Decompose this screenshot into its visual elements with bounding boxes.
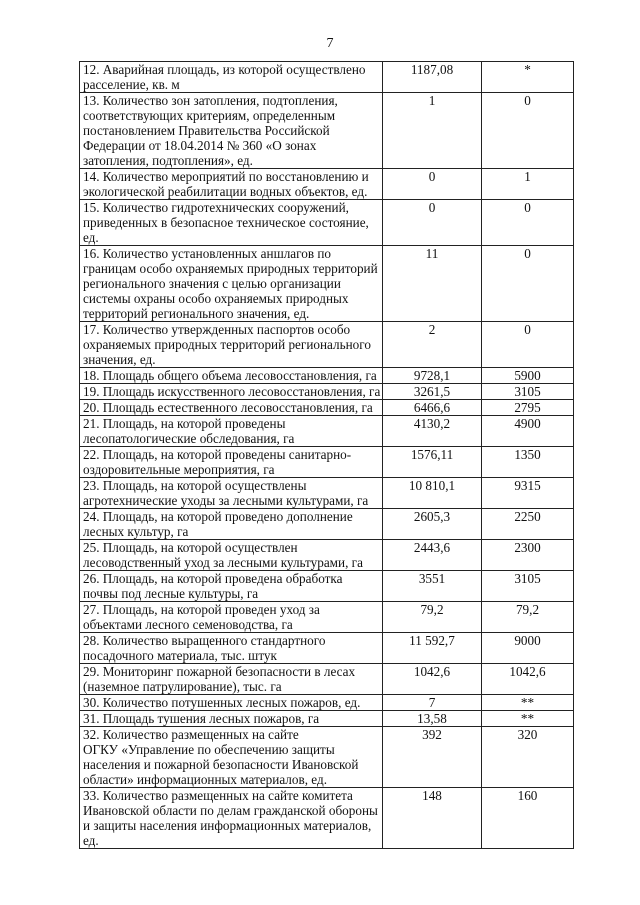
indicator-name-cell [80,93,383,169]
indicator-name-line: территорий регионального значения, ед. [83,306,310,321]
indicator-name-line: 29. Мониторинг пожарной безопасности в лесах [83,664,356,679]
indicator-name-cell [80,478,383,509]
table-row [80,93,574,169]
value-cell-first: 11 592,7 [383,633,482,664]
value-cell-first: 1187,08 [383,62,482,93]
indicator-name-line: Федерации от 18.04.2014 № 360 «О зонах [83,138,317,153]
indicator-name-line: 15. Количество гидротехнических сооружений, [83,200,349,215]
value-cell-second: * [482,62,574,93]
indicator-name-cell [80,169,383,200]
indicator-name-line: ед. [83,230,99,245]
indicator-name-line: 27. Площадь, на которой проведен уход за [83,602,320,617]
table-row [80,62,574,93]
indicator-name-line: 12. Аварийная площадь, из которой осуществлено [83,62,366,77]
indicator-name-line: охраняемых природных территорий регионального [83,337,371,352]
value-cell-first: 7 [383,695,482,711]
indicator-name-line: 20. Площадь естественного лесовосстановления, га [83,400,373,415]
value-cell-second: 0 [482,246,574,322]
indicator-name-line: системы охраны особо охраняемых природных [83,291,349,306]
value-cell-first: 148 [383,788,482,849]
indicator-name-line: 32. Количество размещенных на сайте [83,727,299,742]
indicator-name-line: расселение, кв. м [83,77,180,92]
table-row [80,416,574,447]
indicator-name-line: 23. Площадь, на которой осуществлены [83,478,307,493]
value-cell-second: 1350 [482,447,574,478]
table-row [80,602,574,633]
indicator-name-line: экологической реабилитации водных объектов, ед. [83,184,368,199]
value-cell-first: 1576,11 [383,447,482,478]
indicator-name-cell [80,788,383,849]
indicator-name-line: почвы под лесные культуры, га [83,586,259,601]
indicator-name-line: регионального значения с целью организации [83,276,341,291]
indicator-name-cell [80,727,383,788]
value-cell-second: 1042,6 [482,664,574,695]
indicator-name-line: 28. Количество выращенного стандартного [83,633,326,648]
value-cell-second: 0 [482,93,574,169]
value-cell-first: 0 [383,169,482,200]
table-row [80,384,574,400]
value-cell-second: 4900 [482,416,574,447]
indicator-name-line: 26. Площадь, на которой проведена обработка [83,571,343,586]
indicator-name-cell [80,509,383,540]
value-cell-second: 5900 [482,368,574,384]
value-cell-first: 9728,1 [383,368,482,384]
indicator-name-cell [80,695,383,711]
indicator-name-cell [80,200,383,246]
indicator-name-line: ОГКУ «Управление по обеспечению защиты [83,742,335,757]
table-row [80,322,574,368]
value-cell-first: 79,2 [383,602,482,633]
indicator-name-line: 16. Количество установленных аншлагов по [83,246,332,261]
table-row [80,540,574,571]
indicator-name-line: значения, ед. [83,352,156,367]
value-cell-second: 9315 [482,478,574,509]
value-cell-first: 2443,6 [383,540,482,571]
indicator-name-line: ед. [83,833,99,848]
value-cell-second: 1 [482,169,574,200]
indicator-name-line: Ивановской области по делам гражданской обороны [83,803,378,818]
value-cell-second: 2795 [482,400,574,416]
value-cell-first: 392 [383,727,482,788]
value-cell-second: 0 [482,322,574,368]
indicator-name-cell [80,571,383,602]
indicator-name-line: 31. Площадь тушения лесных пожаров, га [83,711,320,726]
indicator-name-cell [80,400,383,416]
value-cell-first: 10 810,1 [383,478,482,509]
table-row [80,169,574,200]
value-cell-first: 0 [383,200,482,246]
value-cell-second: 3105 [482,571,574,602]
table-row [80,509,574,540]
indicator-name-line: приведенных в безопасное техническое состояние, [83,215,369,230]
value-cell-second: 79,2 [482,602,574,633]
value-cell-second: 160 [482,788,574,849]
indicator-name-cell [80,602,383,633]
value-cell-second: 0 [482,200,574,246]
indicator-name-line: 24. Площадь, на которой проведено дополнение [83,509,353,524]
value-cell-first: 1042,6 [383,664,482,695]
table-body [80,62,574,849]
value-cell-second: 3105 [482,384,574,400]
table-row [80,711,574,727]
table-row [80,788,574,849]
indicator-name-line: лесоводственный уход за лесными культурами, га [83,555,363,570]
indicator-name-line: 21. Площадь, на которой проведены [83,416,286,431]
value-cell-first: 1 [383,93,482,169]
value-cell-first: 13,58 [383,711,482,727]
table-row [80,727,574,788]
indicator-name-cell [80,711,383,727]
indicator-name-line: населения и пожарной безопасности Ивановской [83,757,359,772]
indicator-name-cell [80,540,383,571]
indicator-name-cell [80,368,383,384]
table-row [80,200,574,246]
indicator-name-cell [80,246,383,322]
indicator-name-cell [80,416,383,447]
table-row [80,695,574,711]
table-row [80,478,574,509]
indicator-name-cell [80,664,383,695]
indicator-name-line: объектами лесного семеноводства, га [83,617,293,632]
table-row [80,400,574,416]
indicator-name-line: 22. Площадь, на которой проведены санитарно- [83,447,352,462]
value-cell-second: 320 [482,727,574,788]
indicator-name-line: 33. Количество размещенных на сайте комитета [83,788,353,803]
indicator-name-line: 25. Площадь, на которой осуществлен [83,540,298,555]
value-cell-first: 3261,5 [383,384,482,400]
value-cell-first: 4130,2 [383,416,482,447]
indicator-name-cell [80,322,383,368]
value-cell-second: ** [482,711,574,727]
indicator-name-line: постановлением Правительства Российской [83,123,330,138]
table-row [80,246,574,322]
table-row [80,664,574,695]
value-cell-first: 6466,6 [383,400,482,416]
indicator-name-line: лесных культур, га [83,524,189,539]
indicator-name-cell [80,447,383,478]
page-number: 7 [326,36,334,51]
indicator-name-line: затопления, подтопления», ед. [83,153,253,168]
indicator-name-cell [80,62,383,93]
indicator-name-cell [80,633,383,664]
indicator-name-line: 19. Площадь искусственного лесовосстановления, га [83,384,381,399]
indicators-table [79,61,574,849]
indicator-name-line: 17. Количество утвержденных паспортов особо [83,322,351,337]
table-row [80,368,574,384]
indicator-name-line: 30. Количество потушенных лесных пожаров, ед. [83,695,361,710]
indicator-name-line: 18. Площадь общего объема лесовосстановления, га [83,368,377,383]
indicator-name-line: соответствующих критериям, определенным [83,108,336,123]
indicator-name-line: оздоровительные мероприятия, га [83,462,275,477]
value-cell-first: 11 [383,246,482,322]
table-row [80,447,574,478]
indicator-name-line: области» информационных материалов, ед. [83,772,327,787]
value-cell-first: 2605,3 [383,509,482,540]
indicator-name-line: 13. Количество зон затопления, подтопления, [83,93,338,108]
indicator-name-line: лесопатологические обследования, га [83,431,295,446]
indicator-name-cell [80,384,383,400]
value-cell-second: ** [482,695,574,711]
indicator-name-line: посадочного материала, тыс. штук [83,648,277,663]
indicator-name-line: и защиты населения информационных материалов, [83,818,372,833]
value-cell-second: 9000 [482,633,574,664]
table-row [80,571,574,602]
value-cell-second: 2250 [482,509,574,540]
indicator-name-line: агротехнические уходы за лесными культурами, га [83,493,369,508]
value-cell-first: 2 [383,322,482,368]
value-cell-second: 2300 [482,540,574,571]
indicator-name-line: (наземное патрулирование), тыс. га [83,679,282,694]
indicator-name-line: границам особо охраняемых природных территорий [83,261,378,276]
indicator-name-line: 14. Количество мероприятий по восстановлению и [83,169,369,184]
table-row [80,633,574,664]
value-cell-first: 3551 [383,571,482,602]
